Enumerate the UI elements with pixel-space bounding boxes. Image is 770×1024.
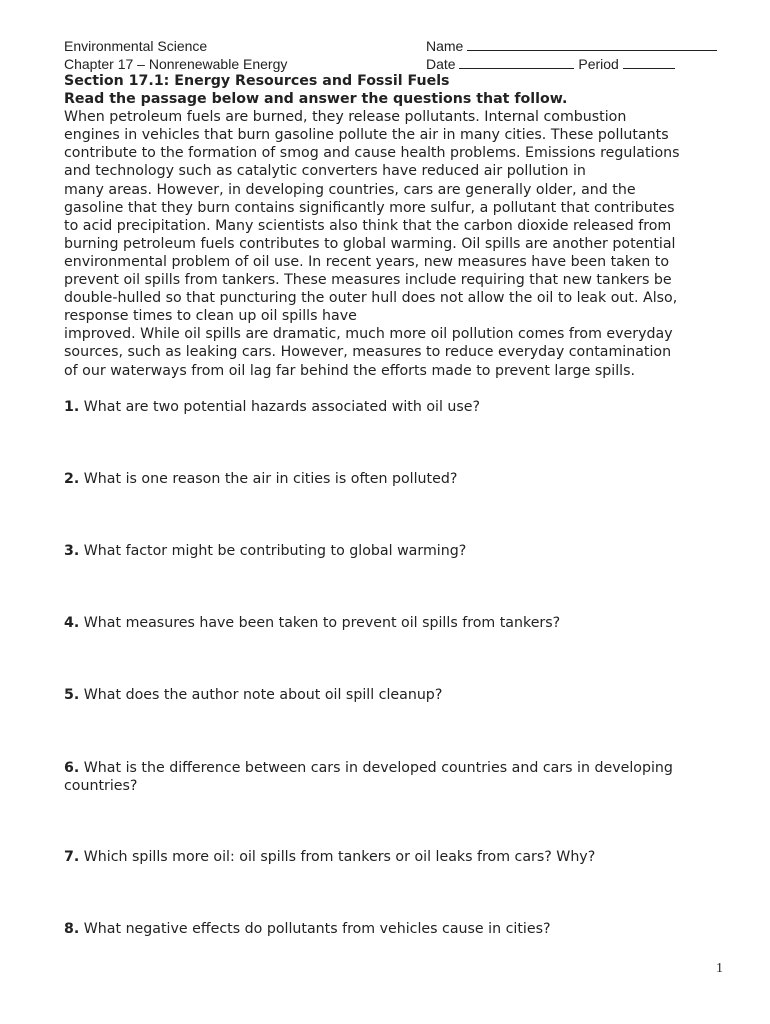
- name-label: Name: [426, 38, 464, 54]
- chapter-title: Chapter 17 – Nonrenewable Energy: [64, 56, 288, 72]
- passage-line: prevent oil spills from tankers. These measures include requiring that new tankers be: [64, 272, 672, 289]
- question-text: What are two potential hazards associated with oil use?: [83, 399, 481, 415]
- header-left: [64, 38, 287, 74]
- passage-line: to acid precipitation. Many scientists also think that the carbon dioxide released from: [64, 217, 672, 234]
- question-number: 7.: [64, 849, 80, 865]
- passage-line: gasoline that they burn contains significantly more sulfur, a pollutant that contributes: [64, 199, 675, 216]
- question-number: 8.: [64, 921, 80, 937]
- header-right: [426, 38, 717, 74]
- question-text: What negative effects do pollutants from vehicles cause in cities?: [83, 921, 551, 937]
- instructions: Read the passage below and answer the questions that follow.: [64, 91, 568, 108]
- period-blank[interactable]: [623, 56, 675, 69]
- question-6: [64, 759, 724, 795]
- section-title: Section 17.1: Energy Resources and Fossil Fuels: [64, 73, 450, 89]
- passage-line: response times to clean up oil spills have: [64, 308, 357, 325]
- course-name: Environmental Science: [64, 38, 208, 54]
- question-number: 1.: [64, 399, 80, 415]
- name-field: [426, 38, 717, 56]
- question-text: What does the author note about oil spill cleanup?: [83, 687, 443, 703]
- question-text: What is one reason the air in cities is often polluted?: [83, 471, 458, 487]
- question-text: What is the difference between cars in developed countries and cars in developing countries?: [64, 760, 673, 795]
- question-number: 5.: [64, 687, 80, 703]
- passage-line: sources, such as leaking cars. However, measures to reduce everyday contamination: [64, 344, 672, 361]
- question-1: [64, 398, 724, 416]
- passage-line: engines in vehicles that burn gasoline pollute the air in many cities. These pollutants: [64, 127, 669, 144]
- passage-line: When petroleum fuels are burned, they release pollutants. Internal combustion: [64, 109, 627, 126]
- question-text: What factor might be contributing to global warming?: [83, 543, 467, 559]
- page-number: 1: [716, 961, 723, 976]
- question-5: [64, 686, 724, 704]
- date-blank[interactable]: [459, 56, 574, 69]
- question-number: 2.: [64, 471, 80, 487]
- question-text: What measures have been taken to prevent oil spills from tankers?: [83, 615, 561, 631]
- question-2: [64, 470, 724, 488]
- question-number: 3.: [64, 543, 80, 559]
- question-text: Which spills more oil: oil spills from tankers or oil leaks from cars? Why?: [83, 849, 596, 865]
- passage-line: and technology such as catalytic converters have reduced air pollution in: [64, 163, 586, 180]
- passage-line: environmental problem of oil use. In recent years, new measures have been taken to: [64, 253, 670, 270]
- date-label: Date: [426, 56, 456, 72]
- question-8: [64, 920, 724, 938]
- question-7: [64, 848, 724, 866]
- passage-line: improved. While oil spills are dramatic, much more oil pollution comes from everyday: [64, 326, 673, 343]
- passage-line: of our waterways from oil lag far behind the efforts made to prevent large spills.: [64, 362, 635, 379]
- passage-line: contribute to the formation of smog and cause health problems. Emissions regulations: [64, 145, 680, 162]
- passage: [64, 108, 724, 379]
- passage-line: many areas. However, in developing countries, cars are generally older, and the: [64, 181, 636, 198]
- period-label: Period: [578, 56, 619, 72]
- reading-section: [64, 72, 724, 380]
- passage-line: burning petroleum fuels contributes to global warming. Oil spills are another potential: [64, 235, 676, 252]
- name-blank[interactable]: [467, 38, 717, 51]
- passage-line: double-hulled so that puncturing the outer hull does not allow the oil to leak out. Also,: [64, 290, 678, 307]
- question-4: [64, 614, 724, 632]
- question-number: 6.: [64, 760, 80, 776]
- question-number: 4.: [64, 615, 80, 631]
- question-3: [64, 542, 724, 560]
